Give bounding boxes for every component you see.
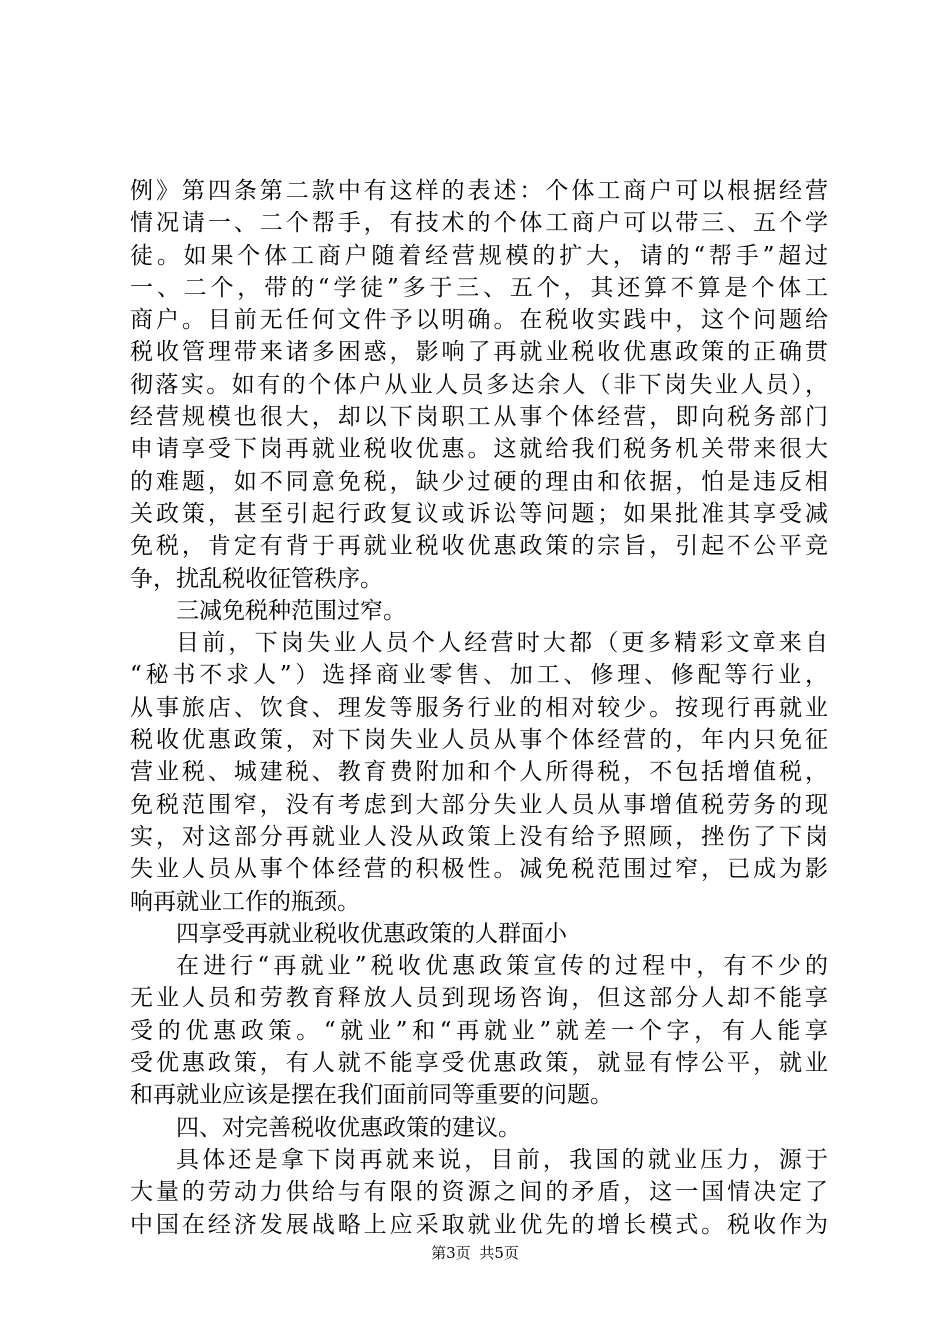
page-number: 第3页 xyxy=(431,1244,471,1262)
text-line: 和再就业应该是摆在我们面前同等重要的问题。 xyxy=(130,1082,613,1109)
paragraph xyxy=(130,950,828,1111)
text-line: 税收管理带来诸多困惑，影响了再就业税收优惠政策的正确贯 xyxy=(130,339,828,366)
text-line: 无业人员和劳教育释放人员到现场咨询，但这部分人却不能享 xyxy=(130,985,828,1012)
text-line: 大量的劳动力供给与有限的资源之间的矛盾，这一国情决定了 xyxy=(130,1179,828,1206)
text-line: 免税范围窄，没有考虑到大部分失业人员从事增值税劳务的现 xyxy=(130,791,828,818)
text-line: 实，对这部分再就业人没从政策上没有给予照顾，挫伤了下岗 xyxy=(130,823,828,850)
text-line: “秘书不求人”）选择商业零售、加工、修理、修配等行业， xyxy=(130,662,828,689)
page-footer xyxy=(0,1243,950,1263)
text-line: 例》第四条第二款中有这样的表述：个体工商户可以根据经营 xyxy=(130,178,828,204)
text-line: 四、对完善税收优惠政策的建议。 xyxy=(176,1114,521,1141)
text-line: 四享受再就业税收优惠政策的人群面小 xyxy=(176,920,567,947)
text-line: 具体还是拿下岗再就来说，目前，我国的就业压力，源于 xyxy=(176,1146,828,1173)
paragraph xyxy=(130,175,828,595)
text-line: 营业税、城建税、教育费附加和个人所得税，不包括增值税， xyxy=(130,759,828,786)
page-total: 共5页 xyxy=(479,1244,519,1262)
body-text xyxy=(130,175,828,1241)
paragraph xyxy=(130,1112,828,1144)
paragraph xyxy=(130,595,828,627)
text-line: 商户。目前无任何文件予以明确。在税收实践中，这个问题给 xyxy=(130,307,828,334)
text-line: 税收优惠政策，对下岗失业人员从事个体经营的，年内只免征 xyxy=(130,727,828,754)
text-line: 一、二个，带的“学徒”多于三、五个，其还算不算是个体工 xyxy=(130,274,828,301)
text-line: 申请享受下岗再就业税收优惠。这就给我们税务机关带来很大 xyxy=(130,436,828,463)
text-line: 从事旅店、饮食、理发等服务行业的相对较少。按现行再就业 xyxy=(130,694,828,721)
text-line: 中国在经济发展战略上应采取就业优先的增长模式。税收作为 xyxy=(130,1211,828,1238)
text-line: 彻落实。如有的个体户从业人员多达余人（非下岗失业人员）， xyxy=(130,371,828,398)
text-line: 关政策，甚至引起行政复议或诉讼等问题；如果批准其享受减 xyxy=(130,500,828,527)
text-line: 争，扰乱税收征管秩序。 xyxy=(130,565,383,592)
text-line: 受优惠政策，有人就不能享受优惠政策，就显有悖公平，就业 xyxy=(130,1050,828,1077)
paragraph xyxy=(130,627,828,918)
text-line: 经营规模也很大，却以下岗职工从事个体经营，即向税务部门 xyxy=(130,404,828,431)
text-line: 受的优惠政策。“就业”和“再就业”就差一个字，有人能享 xyxy=(130,1017,828,1044)
text-line: 失业人员从事个体经营的积极性。减免税范围过窄，已成为影 xyxy=(130,856,828,883)
text-line: 目前，下岗失业人员个人经营时大都（更多精彩文章来自 xyxy=(176,630,828,657)
text-line: 在进行“再就业”税收优惠政策宣传的过程中，有不少的 xyxy=(176,953,828,980)
text-line: 徒。如果个体工商户随着经营规模的扩大，请的“帮手”超过 xyxy=(130,242,828,269)
text-line: 免税，肯定有背于再就业税收优惠政策的宗旨，引起不公平竞 xyxy=(130,533,828,560)
paragraph xyxy=(130,918,828,950)
text-line: 三减免税种范围过窄。 xyxy=(176,597,406,624)
text-line: 的难题，如不同意免税，缺少过硬的理由和依据，怕是违反相 xyxy=(130,468,828,495)
text-line: 响再就业工作的瓶颈。 xyxy=(130,888,360,915)
paragraph xyxy=(130,1144,828,1241)
text-line: 情况请一、二个帮手，有技术的个体工商户可以带三、五个学 xyxy=(130,210,828,237)
